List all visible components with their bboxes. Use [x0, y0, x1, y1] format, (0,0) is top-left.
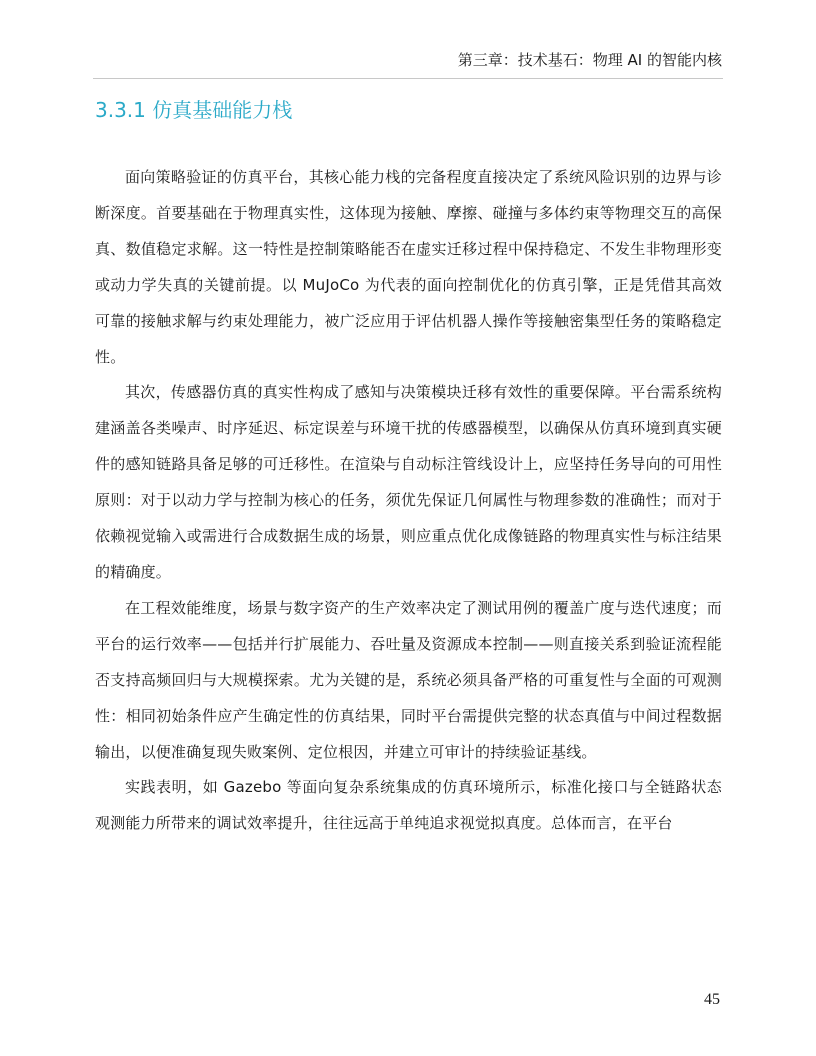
- section-title: 3.3.1 仿真基础能力栈: [95, 98, 293, 122]
- page-number: 45: [704, 991, 720, 1008]
- running-header: 第三章：技术基石：物理 AI 的智能内核: [457, 51, 722, 69]
- paragraph-physics-fidelity: 面向策略验证的仿真平台，其核心能力栈的完备程度直接决定了系统风险识别的边界与诊断深度。首要基础在于物理真实性，这体现为接触、摩擦、碰撞与多体约束等物理交互的高保真、数值稳定求解。这一特性是控制策略能否在虚实迁移过程中保持稳定、不发生非物理形变或动力学失真的关键前提。以 MuJoCo 为代表的面向控制优化的仿真引擎，正是凭借其高效可靠的接触求解与约束处理能力，被广泛应用于评估机器人操作等接触密集型任务的策略稳定性。: [95, 168, 722, 366]
- paragraph-engineering-efficiency: 在工程效能维度，场景与数字资产的生产效率决定了测试用例的覆盖广度与迭代速度；而平台的运行效率——包括并行扩展能力、吞吐量及资源成本控制——则直接关系到验证流程能否支持高频回归与大规模探索。尤为关键的是，系统必须具备严格的可重复性与全面的可观测性：相同初始条件应产生确定性的仿真结果，同时平台需提供完整的状态真值与中间过程数据输出，以便准确复现失败案例、定位根因，并建立可审计的持续验证基线。: [95, 598, 722, 761]
- header-rule: [93, 78, 723, 79]
- body-text: [95, 160, 722, 842]
- paragraph-sensor-simulation: 其次，传感器仿真的真实性构成了感知与决策模块迁移有效性的重要保障。平台需系统构建涵盖各类噪声、时序延迟、标定误差与环境干扰的传感器模型，以确保从仿真环境到真实硬件的感知链路具备足够的可迁移性。在渲染与自动标注管线设计上，应坚持任务导向的可用性原则：对于以动力学与控制为核心的任务，须优先保证几何属性与物理参数的准确性；而对于依赖视觉输入或需进行合成数据生成的场景，则应重点优化成像链路的物理真实性与标注结果的精确度。: [95, 383, 722, 581]
- paragraph-practice: 实践表明，如 Gazebo 等面向复杂系统集成的仿真环境所示，标准化接口与全链路状态观测能力所带来的调试效率提升，往往远高于单纯追求视觉拟真度。总体而言，在平台: [95, 778, 722, 833]
